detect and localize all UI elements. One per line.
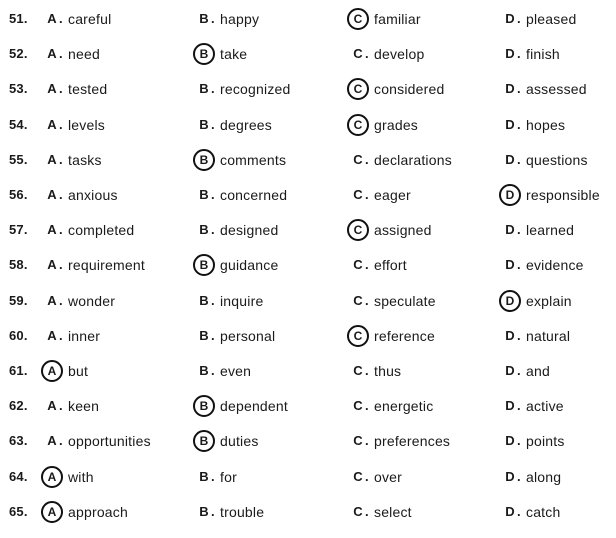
- option-text: even: [220, 363, 252, 379]
- option-letter: D: [505, 151, 515, 167]
- option-text: explain: [526, 292, 572, 309]
- option-text: assigned: [374, 222, 432, 239]
- question-number: 64.: [9, 468, 28, 484]
- option-letter: A: [47, 11, 57, 26]
- option-text: preferences: [374, 433, 451, 450]
- option-dot: .: [59, 11, 63, 26]
- option-letter: D: [505, 257, 515, 273]
- option-letter: D: [505, 46, 515, 62]
- question-number: 59.: [9, 292, 28, 308]
- option-letter: B: [199, 503, 209, 519]
- answer-circle-icon: C: [347, 78, 369, 100]
- option-dot: .: [365, 46, 369, 62]
- option-text: develop: [374, 46, 425, 63]
- question-number: 58.: [9, 257, 28, 273]
- option-text: and: [526, 363, 550, 379]
- question-row: [0, 286, 616, 316]
- option-letter: B: [199, 187, 209, 202]
- option-text: need: [68, 46, 100, 63]
- option-dot: .: [517, 46, 521, 62]
- option-dot: .: [59, 187, 63, 202]
- answer-circle-icon: B: [193, 430, 215, 452]
- question-number: 65.: [9, 503, 28, 519]
- answer-circle-icon: B: [193, 149, 215, 171]
- option-text: responsible: [526, 187, 600, 203]
- option-dot: .: [59, 292, 63, 308]
- option-text: finish: [526, 46, 560, 63]
- option-dot: .: [211, 222, 215, 238]
- question-row: [0, 215, 616, 245]
- option-letter: D: [505, 11, 515, 26]
- answer-circle-icon: C: [347, 325, 369, 347]
- option-text: designed: [220, 222, 279, 239]
- option-dot: .: [211, 327, 215, 343]
- answer-circle-icon: A: [41, 360, 63, 382]
- option-text: assessed: [526, 81, 587, 98]
- question-row: [0, 39, 616, 69]
- option-letter: A: [47, 398, 57, 414]
- option-letter: D: [505, 81, 515, 97]
- circled-answer-letter: [348, 321, 368, 351]
- option-text: take: [220, 46, 248, 63]
- option-letter: C: [353, 46, 363, 62]
- option-text: along: [526, 468, 562, 485]
- option-text: active: [526, 398, 564, 415]
- option-letter: D: [505, 116, 515, 132]
- option-letter: B: [199, 363, 209, 378]
- circled-answer-letter: [194, 250, 214, 280]
- option-dot: .: [59, 116, 63, 132]
- option-text: points: [526, 433, 565, 450]
- question-number: 52.: [9, 46, 28, 62]
- option-dot: .: [211, 81, 215, 97]
- circled-answer-letter: [348, 4, 368, 34]
- option-text: evidence: [526, 257, 584, 274]
- option-text: requirement: [68, 257, 145, 274]
- question-row: [0, 4, 616, 34]
- option-letter: C: [353, 503, 363, 519]
- circled-answer-letter: [194, 145, 214, 175]
- option-text: effort: [374, 257, 407, 274]
- option-letter: D: [505, 398, 515, 414]
- question-row: [0, 391, 616, 421]
- option-letter: C: [353, 363, 363, 378]
- option-letter: B: [199, 116, 209, 132]
- question-row: [0, 250, 616, 280]
- answer-circle-icon: B: [193, 254, 215, 276]
- option-text: concerned: [220, 187, 288, 203]
- option-letter: C: [353, 187, 363, 202]
- answer-circle-icon: B: [193, 43, 215, 65]
- option-text: select: [374, 503, 412, 520]
- option-text: tested: [68, 81, 108, 98]
- option-text: learned: [526, 222, 575, 239]
- option-text: duties: [220, 433, 259, 450]
- circled-answer-letter: [348, 74, 368, 104]
- option-text: with: [68, 468, 94, 485]
- option-letter: A: [47, 116, 57, 132]
- option-text: questions: [526, 151, 588, 168]
- option-text: reference: [374, 327, 435, 344]
- option-text: guidance: [220, 257, 279, 274]
- option-letter: C: [353, 292, 363, 308]
- option-dot: .: [211, 292, 215, 308]
- option-text: inner: [68, 327, 101, 344]
- option-text: over: [374, 468, 403, 485]
- option-letter: A: [47, 151, 57, 167]
- question-row: [0, 462, 616, 492]
- answer-circle-icon: C: [347, 8, 369, 30]
- option-text: catch: [526, 503, 561, 520]
- option-letter: C: [353, 151, 363, 167]
- option-text: declarations: [374, 151, 452, 168]
- option-text: grades: [374, 116, 419, 133]
- option-letter: B: [199, 222, 209, 238]
- option-letter: B: [199, 11, 209, 26]
- option-dot: .: [517, 327, 521, 343]
- option-letter: A: [47, 187, 57, 202]
- option-letter: A: [47, 433, 57, 449]
- question-number: 57.: [9, 222, 28, 238]
- option-dot: .: [59, 222, 63, 238]
- option-letter: A: [47, 222, 57, 238]
- answer-circle-icon: B: [193, 395, 215, 417]
- option-letter: B: [199, 292, 209, 308]
- option-dot: .: [517, 398, 521, 414]
- option-letter: D: [505, 433, 515, 449]
- option-letter: B: [199, 81, 209, 97]
- option-dot: .: [365, 257, 369, 273]
- option-text: recognized: [220, 81, 291, 98]
- option-dot: .: [517, 11, 521, 26]
- option-dot: .: [365, 433, 369, 449]
- option-letter: D: [505, 327, 515, 343]
- answer-circle-icon: C: [347, 219, 369, 241]
- question-row: [0, 321, 616, 351]
- option-text: levels: [68, 116, 105, 133]
- option-dot: .: [59, 433, 63, 449]
- question-row: [0, 145, 616, 175]
- option-letter: D: [505, 363, 515, 378]
- answer-circle-icon: A: [41, 466, 63, 488]
- option-letter: C: [353, 433, 363, 449]
- circled-answer-letter: [42, 356, 62, 386]
- option-dot: .: [365, 468, 369, 484]
- circled-answer-letter: [42, 497, 62, 527]
- option-text: wonder: [68, 292, 116, 309]
- option-text: completed: [68, 222, 135, 239]
- option-text: familiar: [374, 11, 421, 27]
- option-letter: D: [505, 222, 515, 238]
- option-dot: .: [517, 151, 521, 167]
- question-number: 60.: [9, 327, 28, 343]
- option-dot: .: [365, 503, 369, 519]
- option-text: approach: [68, 503, 128, 520]
- option-dot: .: [211, 11, 215, 26]
- question-number: 63.: [9, 433, 28, 449]
- option-dot: .: [211, 116, 215, 132]
- option-text: inquire: [220, 292, 264, 309]
- option-dot: .: [211, 363, 215, 378]
- circled-answer-letter: [348, 215, 368, 245]
- option-letter: A: [47, 327, 57, 343]
- option-letter: B: [199, 468, 209, 484]
- question-number: 51.: [9, 11, 28, 26]
- option-dot: .: [517, 222, 521, 238]
- option-dot: .: [365, 187, 369, 202]
- option-dot: .: [59, 398, 63, 414]
- question-row: [0, 180, 616, 210]
- option-text: hopes: [526, 116, 566, 133]
- option-text: considered: [374, 81, 445, 98]
- option-letter: B: [199, 327, 209, 343]
- circled-answer-letter: [194, 39, 214, 69]
- question-row: [0, 74, 616, 104]
- option-dot: .: [365, 363, 369, 378]
- question-number: 53.: [9, 81, 28, 97]
- option-letter: C: [353, 468, 363, 484]
- option-letter: D: [505, 468, 515, 484]
- circled-answer-letter: [500, 286, 520, 316]
- option-text: natural: [526, 327, 571, 344]
- option-text: pleased: [526, 11, 577, 27]
- question-number: 56.: [9, 187, 28, 202]
- question-row: [0, 110, 616, 140]
- option-text: opportunities: [68, 433, 151, 450]
- option-text: keen: [68, 398, 100, 415]
- question-number: 54.: [9, 116, 28, 132]
- option-text: for: [220, 468, 237, 485]
- option-text: degrees: [220, 116, 272, 133]
- circled-answer-letter: [194, 426, 214, 456]
- option-text: speculate: [374, 292, 436, 309]
- option-dot: .: [59, 327, 63, 343]
- option-text: happy: [220, 11, 260, 27]
- option-dot: .: [59, 46, 63, 62]
- option-dot: .: [59, 257, 63, 273]
- option-letter: A: [47, 81, 57, 97]
- option-text: personal: [220, 327, 276, 344]
- option-dot: .: [517, 363, 521, 378]
- answer-circle-icon: D: [499, 290, 521, 312]
- option-dot: .: [365, 151, 369, 167]
- circled-answer-letter: [194, 391, 214, 421]
- circled-answer-letter: [500, 180, 520, 210]
- question-row: [0, 426, 616, 456]
- option-dot: .: [517, 257, 521, 273]
- option-text: trouble: [220, 503, 265, 520]
- option-dot: .: [211, 503, 215, 519]
- option-text: anxious: [68, 187, 118, 203]
- answer-circle-icon: A: [41, 501, 63, 523]
- circled-answer-letter: [42, 462, 62, 492]
- option-letter: C: [353, 398, 363, 414]
- circled-answer-letter: [348, 110, 368, 140]
- option-dot: .: [59, 81, 63, 97]
- option-text: thus: [374, 363, 402, 379]
- option-dot: .: [517, 433, 521, 449]
- option-letter: A: [47, 46, 57, 62]
- question-row: [0, 497, 616, 527]
- option-dot: .: [365, 398, 369, 414]
- option-dot: .: [365, 292, 369, 308]
- option-dot: .: [211, 187, 215, 202]
- option-text: dependent: [220, 398, 288, 415]
- question-row: [0, 356, 616, 386]
- option-text: but: [68, 363, 89, 379]
- option-dot: .: [517, 468, 521, 484]
- option-dot: .: [517, 116, 521, 132]
- option-letter: A: [47, 257, 57, 273]
- option-letter: D: [505, 503, 515, 519]
- answer-circle-icon: D: [499, 184, 521, 206]
- option-text: tasks: [68, 151, 102, 168]
- option-text: eager: [374, 187, 411, 203]
- option-dot: .: [517, 503, 521, 519]
- option-dot: .: [59, 151, 63, 167]
- option-dot: .: [211, 468, 215, 484]
- answer-circle-icon: C: [347, 114, 369, 136]
- option-dot: .: [517, 81, 521, 97]
- option-text: comments: [220, 151, 287, 168]
- option-text: careful: [68, 11, 112, 27]
- option-letter: A: [47, 292, 57, 308]
- question-number: 61.: [9, 363, 28, 378]
- option-text: energetic: [374, 398, 434, 415]
- question-number: 55.: [9, 151, 28, 167]
- question-number: 62.: [9, 398, 28, 414]
- option-letter: C: [353, 257, 363, 273]
